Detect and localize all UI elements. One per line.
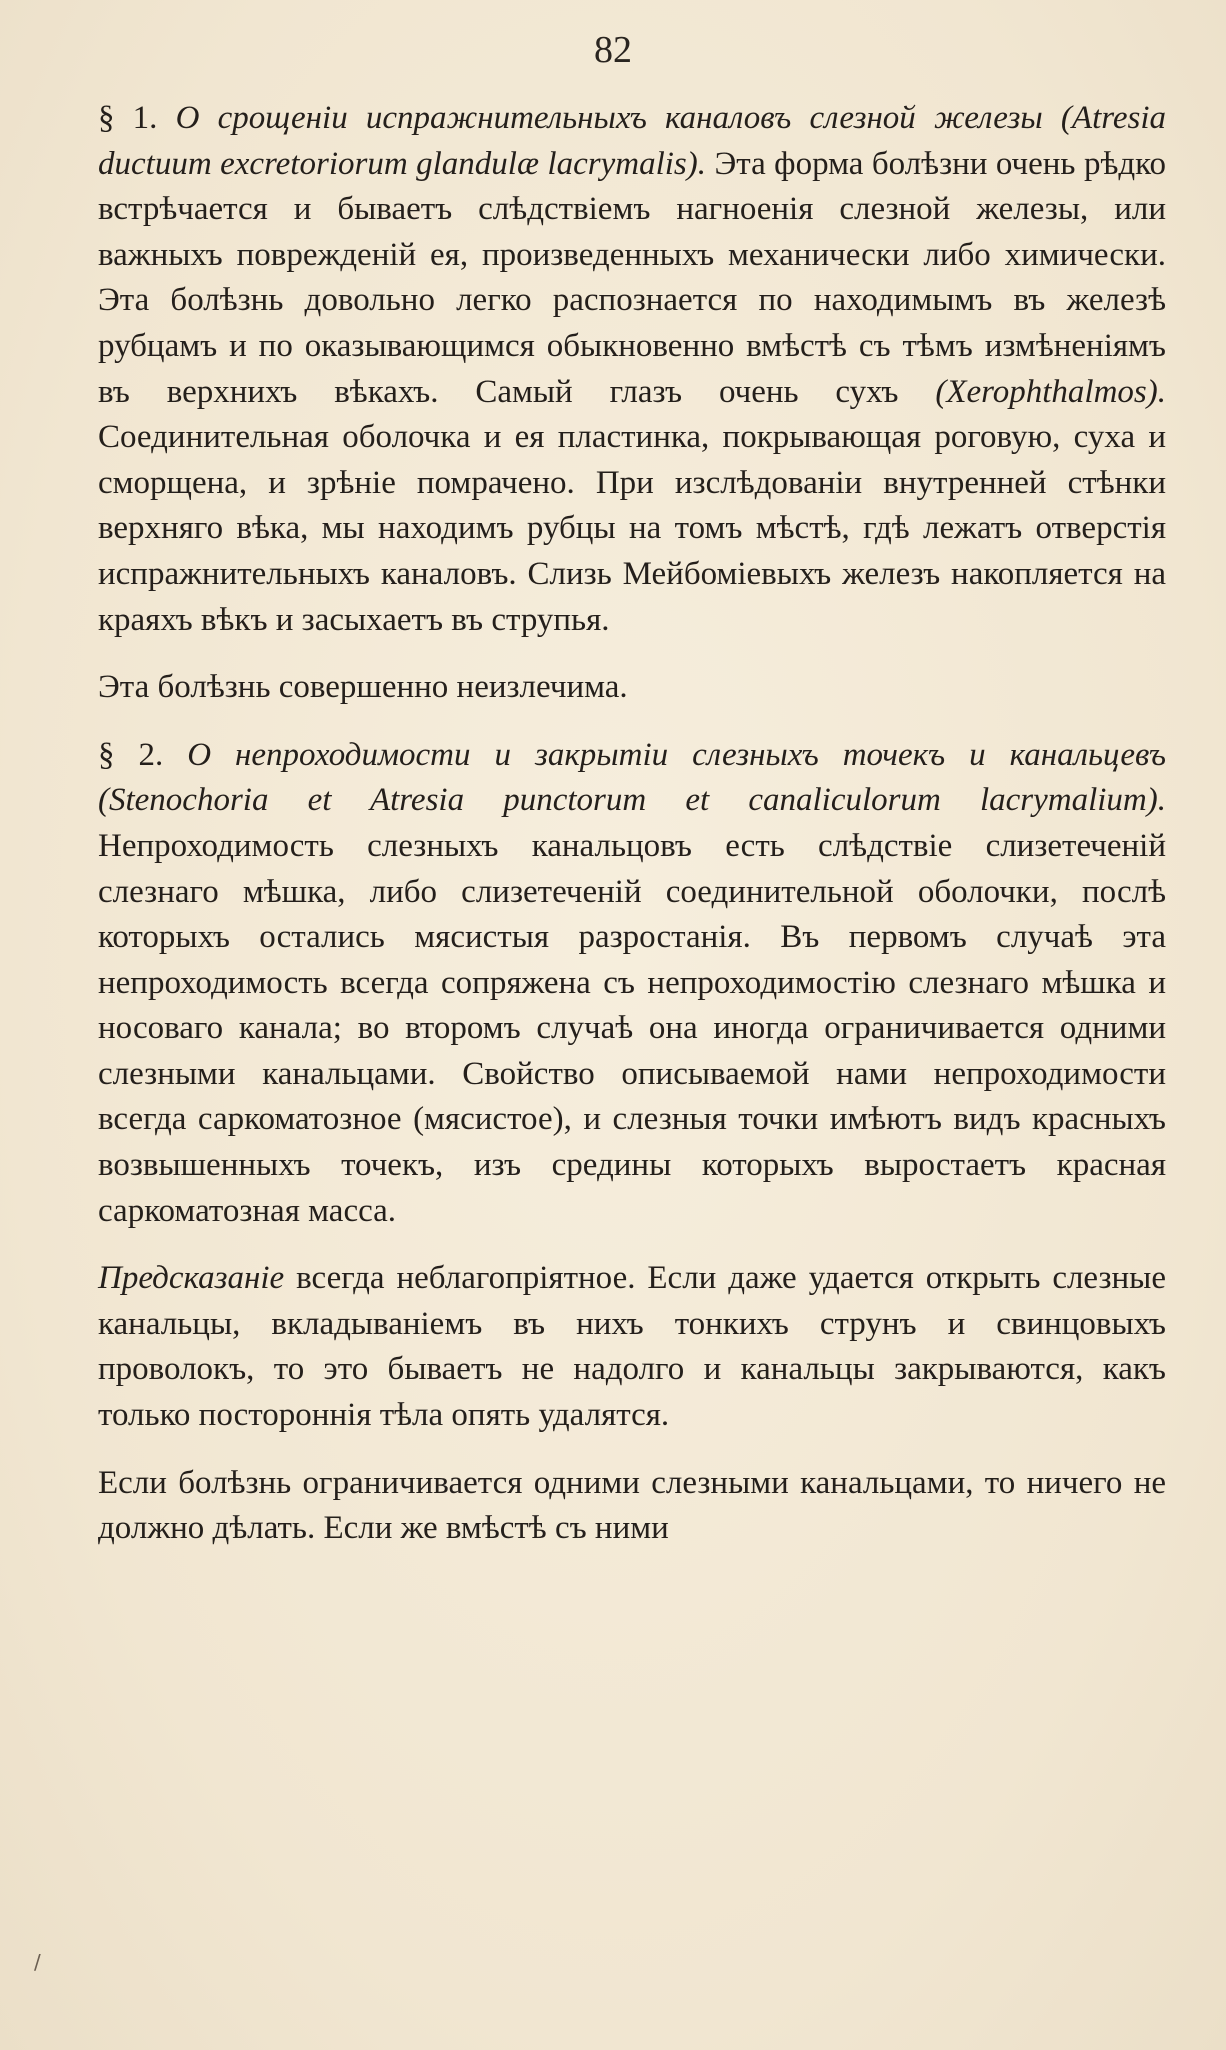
latin-term-atresia-ductuum: (Atresia ductuum excretoriorum glandulæ lacrymalis). (98, 100, 1167, 182)
paragraph-section-1 (98, 96, 1166, 643)
page-number: 82 (594, 29, 632, 71)
paragraph-text: Эта форма болѣзни очень рѣдко встрѣчается и бываетъ слѣдствіемъ нагноенія слезной железы, или важныхъ поврежденій ея, произведенныхъ механически либо химически. Эта болѣзнь довольно легко распознается по находимымъ въ железѣ рубцамъ и по оказывающимся обыкновенно вмѣстѣ съ тѣмъ измѣненіямъ въ верхнихъ вѣкахъ. Самый глазъ очень сухъ (98, 145, 1167, 410)
paragraph-text: Если болѣзнь ограничивается одними слезными канальцами, то ничего не должно дѣлать. Если же вмѣстѣ съ ними (98, 1464, 1166, 1547)
latin-term-xerophthalmos: (Xerophthalmos). (935, 373, 1166, 410)
paragraph-incurable (98, 665, 1166, 711)
paragraph-prognosis (98, 1256, 1166, 1438)
paragraph-text: всегда неблагопріятное. Если даже удается открыть слезные канальцы, вкладываніемъ въ нихъ тонкихъ струнъ и свинцовыхъ проволокъ, то это бываетъ не надолго и канальцы закрываются, какъ только постороннія тѣла опять удалятся. (98, 1260, 1166, 1434)
section-mark-2: § 2. (98, 736, 164, 773)
section-title-2: О непроходимости и закрытіи слезныхъ точекъ и канальцевъ (187, 736, 1166, 773)
paragraph-text: Эта болѣзнь совершенно неизлечима. (98, 669, 628, 706)
page-body (98, 96, 1166, 1552)
paragraph-text: Соединительная оболочка и ея пластинка, покрывающая роговую, суха и сморщена, и зрѣніе помрачено. При изслѣдованіи внутренней стѣнки верхняго вѣка, мы находимъ рубцы на томъ мѣстѣ, гдѣ лежатъ отверстія испражнительныхъ каналовъ. Слизь Мейбоміевыхъ железъ накопляется на краяхъ вѣкъ и засыхаетъ въ струпья. (98, 419, 1166, 638)
paragraph-section-2 (98, 733, 1166, 1235)
ink-speck-mark: / (34, 1950, 41, 1974)
paragraph-treatment (98, 1461, 1166, 1552)
section-mark-1: § 1. (98, 100, 158, 136)
prognosis-heading: Предсказаніе (98, 1260, 285, 1297)
latin-term-stenochoria: (Stenochoria et Atresia punctorum et canaliculorum lacrymalium). (98, 782, 1166, 819)
paragraph-text: Непроходимость слезныхъ канальцовъ есть слѣдствіе слизетеченій слезнаго мѣшка, либо слизетеченій соединительной оболочки, послѣ которыхъ остались мясистыя разростанія. Въ первомъ случаѣ эта непроходимость всегда сопряжена съ непроходимостію слезнаго мѣшка и носоваго канала; во второмъ случаѣ она иногда ограничивается одними слезными канальцами. Свойство описываемой нами непроходимости всегда саркоматозное (мясистое), и слезныя точки имѣютъ видъ красныхъ возвышенныхъ точекъ, изъ средины которыхъ выростаетъ красная саркоматозная масса. (98, 827, 1166, 1229)
section-title-1: О срощеніи испражнительныхъ каналовъ слезной железы (175, 100, 1043, 136)
